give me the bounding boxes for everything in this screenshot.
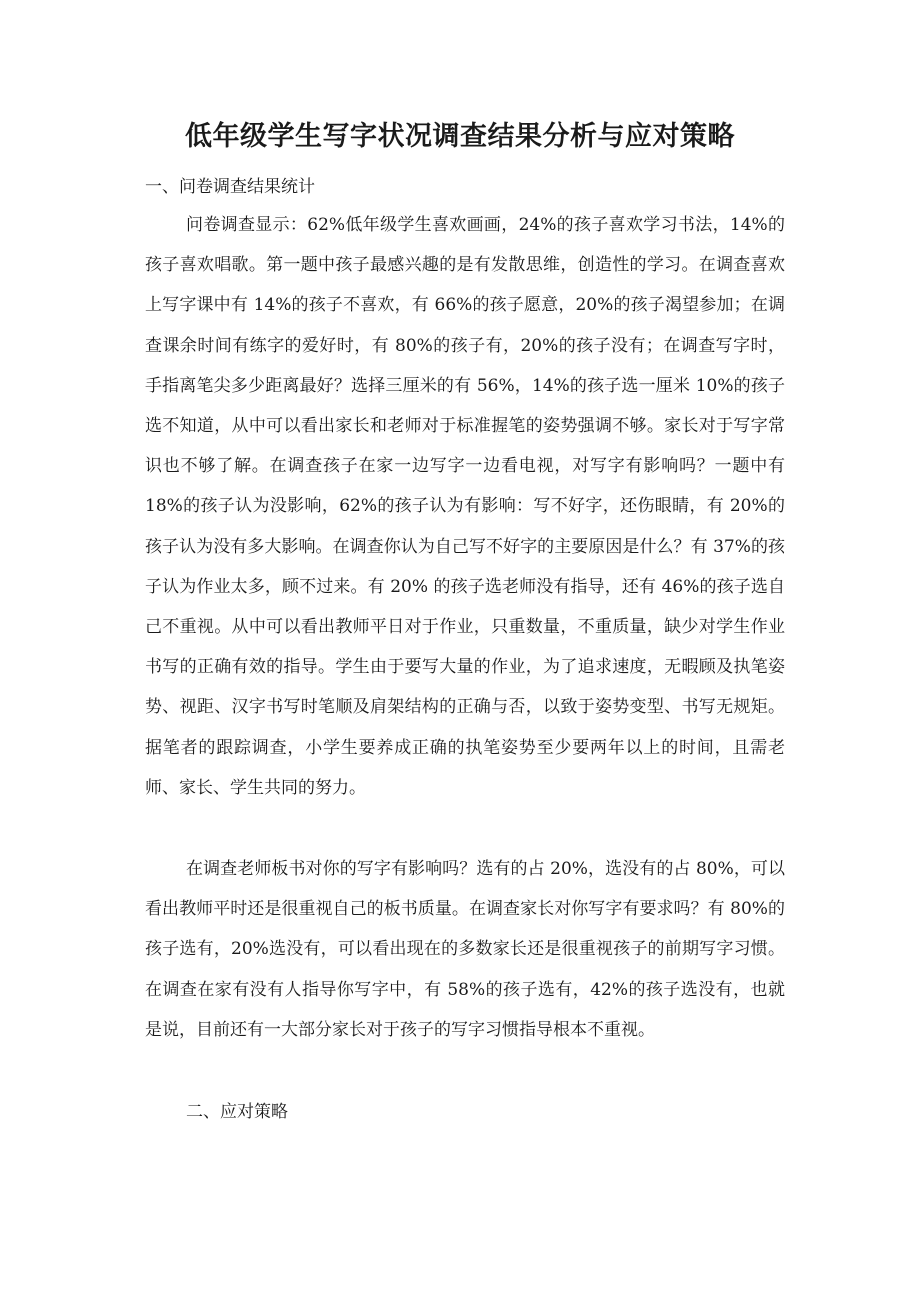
section-heading-strategies: 二、应对策略 (186, 1102, 288, 1122)
section-heading-survey-results: 一、问卷调查结果统计 (145, 177, 315, 197)
document-title: 低年级学生写字状况调查结果分析与应对策略 (185, 121, 735, 152)
paragraph-survey-findings: 问卷调查显示：62%低年级学生喜欢画画，24%的孩子喜欢学习书法，14%的孩子喜欢唱歌。第一题中孩子最感兴趣的是有发散思维，创造性的学习。在调查喜欢上写字课中有 14%的孩子不喜欢，有 66%的孩子愿意，20%的孩子渴望参加；在调查课余时间有练字的爱好时，有 80%的孩子有，20%的孩子没有；在调查写字时，手指离笔尖多少距离最好？选择三厘米的有 56%，14%的孩子选一厘米 10%的孩子选不知道，从中可以看出家长和老师对于标准握笔的姿势强调不够。家长对于写字常识也不够了解。在调查孩子在家一边写字一边看电视，对写字有影响吗？一题中有 18%的孩子认为没影响，62%的孩子认为有影响：写不好字，还伤眼睛，有 20%的孩子认为没有多大影响。在调查你认为自己写不好字的主要原因是什么？有 37%的孩子认为作业太多，顾不过来。有 20% 的孩子选老师没有指导，还有 46%的孩子选自己不重视。从中可以看出教师平日对于作业，只重数量，不重质量，缺少对学生作业书写的正确有效的指导。学生由于要写大量的作业，为了追求速度，无暇顾及执笔姿势、视距、汉字书写时笔顺及肩架结构的正确与否，以致于姿势变型、书写无规矩。据笔者的跟踪调查，小学生要养成正确的执笔姿势至少要两年以上的时间，且需老师、家长、学生共同的努力。 (145, 215, 785, 798)
paragraph-teacher-parent-findings: 在调查老师板书对你的写字有影响吗？选有的占 20%，选没有的占 80%，可以看出教师平时还是很重视自己的板书质量。在调查家长对你写字有要求吗？有 80%的孩子选有，20%选没有，可以看出现在的多数家长还是很重视孩子的前期写字习惯。在调查在家有没有人指导你写字中，有 58%的孩子选有，42%的孩子选没有，也就是说，目前还有一大部分家长对于孩子的写字习惯指导根本不重视。 (145, 859, 785, 1040)
